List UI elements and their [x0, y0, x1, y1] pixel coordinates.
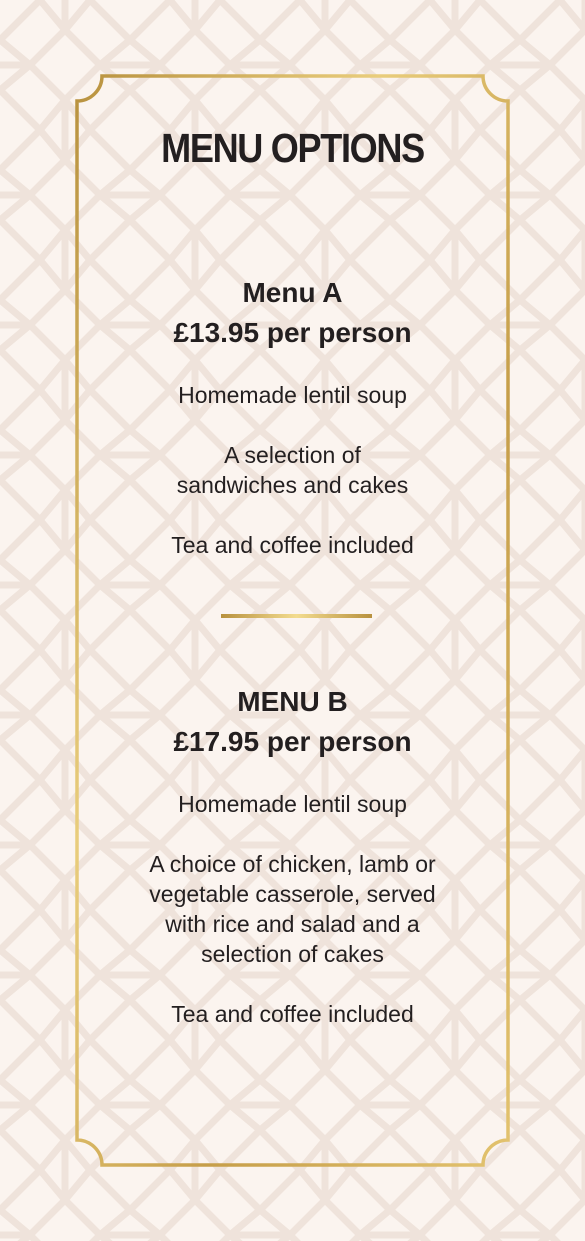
menu-b-item: A choice of chicken, lamb or — [149, 851, 436, 877]
menu-a-name: Menu A — [242, 277, 343, 308]
menu-b-price: £17.95 per person — [173, 726, 412, 757]
menu-a-item: Homemade lentil soup — [178, 382, 407, 408]
page-title: MENU OPTIONS — [161, 125, 424, 171]
menu-b-item: Tea and coffee included — [171, 1001, 414, 1027]
menu-a-price: £13.95 per person — [173, 317, 412, 348]
menu-b-item: selection of cakes — [201, 941, 384, 967]
menu-b-name: MENU B — [237, 686, 348, 717]
menu-a-item: Tea and coffee included — [171, 532, 414, 558]
menu-b-item: Homemade lentil soup — [178, 791, 407, 817]
menu-b-item: with rice and salad and a — [165, 911, 420, 937]
menu-a-item: sandwiches and cakes — [176, 472, 409, 498]
gold-divider — [221, 614, 372, 618]
menu-a-item: A selection of — [224, 442, 361, 468]
menu-b-item: vegetable casserole, served — [149, 881, 436, 907]
